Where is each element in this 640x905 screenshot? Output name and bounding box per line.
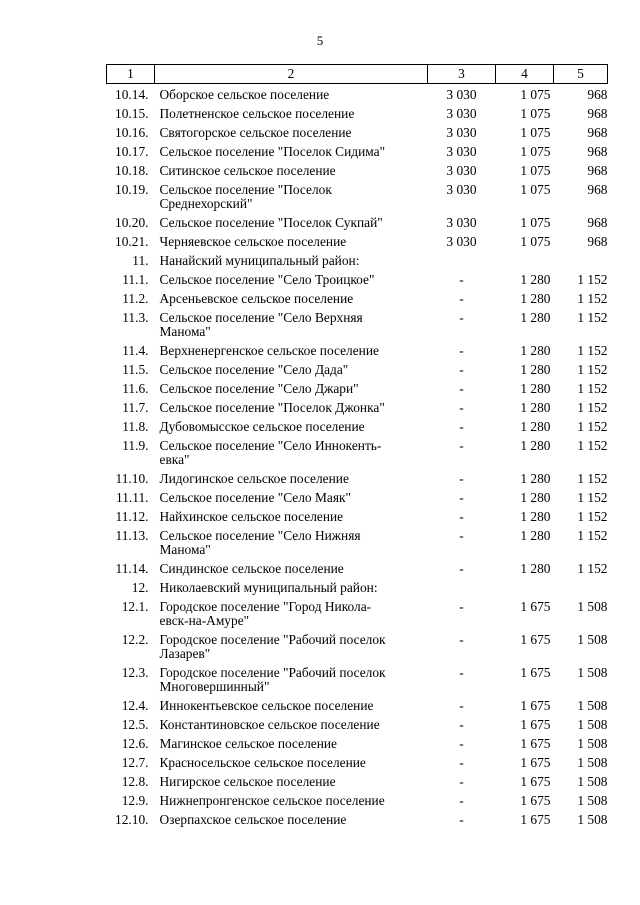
value-col-5: 968 <box>587 163 608 178</box>
header-col-3: 3 <box>428 65 496 84</box>
value-col-5 <box>554 581 608 600</box>
value-col-5: 1 152 <box>577 438 608 453</box>
settlement-name <box>155 600 428 633</box>
settlement-name-line: Городское поселение "Рабочий поселок <box>159 665 386 680</box>
value-col-5: 1 152 <box>577 343 608 358</box>
table-body <box>107 84 608 833</box>
table-row <box>107 183 608 216</box>
value-col-5: 1 152 <box>577 381 608 396</box>
table-row <box>107 292 608 311</box>
settlement-name-line: Городское поселение "Город Никола- <box>159 599 372 614</box>
page-number: 5 <box>316 33 324 48</box>
value-col-5: 1 152 <box>577 272 608 287</box>
row-number: 12.10. <box>115 812 149 827</box>
settlement-name-line: Лазарев" <box>159 646 211 661</box>
value-col-3: - <box>459 717 464 732</box>
row-number: 12.3. <box>121 665 149 680</box>
table-row <box>107 794 608 813</box>
settlement-name-line: Сельское поселение "Поселок <box>159 182 332 197</box>
table-row <box>107 600 608 633</box>
value-col-4: 1 075 <box>520 125 551 140</box>
row-number: 11.7. <box>122 400 149 415</box>
table-row <box>107 581 608 600</box>
settlements-table <box>106 64 608 832</box>
settlement-name <box>155 666 428 699</box>
settlement-name-line: евка" <box>159 452 190 467</box>
value-col-4: 1 675 <box>520 599 551 614</box>
settlement-name-line: Иннокентьевское сельское поселение <box>159 698 374 713</box>
value-col-5: 1 152 <box>577 471 608 486</box>
row-number: 11.11. <box>116 490 149 505</box>
value-col-5: 968 <box>587 234 608 249</box>
settlement-name <box>155 216 428 235</box>
value-col-4: 1 675 <box>520 774 551 789</box>
settlement-name-line: Нигирское сельское поселение <box>159 774 336 789</box>
settlement-name <box>155 344 428 363</box>
value-col-3: - <box>459 438 464 453</box>
row-number: 12.7. <box>121 755 149 770</box>
table-row <box>107 311 608 344</box>
value-col-4: 1 675 <box>520 698 551 713</box>
value-col-4: 1 075 <box>520 87 551 102</box>
value-col-4: 1 280 <box>520 362 551 377</box>
value-col-4: 1 280 <box>520 400 551 415</box>
value-col-3: - <box>459 381 464 396</box>
settlement-name <box>155 235 428 254</box>
value-col-5: 1 508 <box>577 774 608 789</box>
value-col-4: 1 675 <box>520 632 551 647</box>
value-col-3 <box>428 254 496 273</box>
value-col-5: 968 <box>587 144 608 159</box>
value-col-5: 1 152 <box>577 528 608 543</box>
value-col-5: 1 508 <box>577 698 608 713</box>
settlement-name <box>155 401 428 420</box>
value-col-3: - <box>459 561 464 576</box>
value-col-3: 3 030 <box>446 125 477 140</box>
value-col-4: 1 280 <box>520 419 551 434</box>
table-row <box>107 666 608 699</box>
value-col-5: 968 <box>587 182 608 197</box>
value-col-4: 1 280 <box>520 310 551 325</box>
table-row <box>107 813 608 832</box>
header-col-2: 2 <box>155 65 428 84</box>
value-col-3: - <box>459 632 464 647</box>
table-row <box>107 401 608 420</box>
row-number: 12.2. <box>121 632 149 647</box>
row-number: 10.21. <box>115 234 149 249</box>
row-number: 11.2. <box>122 291 149 306</box>
settlement-name-line: Манома" <box>159 542 211 557</box>
settlement-name <box>155 126 428 145</box>
value-col-4: 1 075 <box>520 215 551 230</box>
value-col-3: - <box>459 755 464 770</box>
value-col-4: 1 280 <box>520 381 551 396</box>
value-col-3: - <box>459 599 464 614</box>
settlement-name-line: Городское поселение "Рабочий поселок <box>159 632 386 647</box>
settlement-name <box>155 363 428 382</box>
settlement-name-line: Константиновское сельское поселение <box>159 717 380 732</box>
settlement-name <box>155 254 428 273</box>
settlement-name <box>155 756 428 775</box>
value-col-5: 1 152 <box>577 400 608 415</box>
table-row <box>107 235 608 254</box>
value-col-4: 1 075 <box>520 106 551 121</box>
value-col-5: 968 <box>587 106 608 121</box>
row-number: 12.6. <box>121 736 149 751</box>
value-col-3: - <box>459 812 464 827</box>
value-col-3: - <box>459 528 464 543</box>
value-col-5 <box>554 254 608 273</box>
value-col-3: 3 030 <box>446 182 477 197</box>
settlement-name-line: Сельское поселение "Село Дада" <box>159 362 349 377</box>
settlement-name-line: Сельское поселение "Село Маяк" <box>159 490 351 505</box>
settlement-name-line: Сельское поселение "Поселок Сукпай" <box>159 215 383 230</box>
row-number: 11.13. <box>115 528 149 543</box>
settlement-name <box>155 562 428 581</box>
value-col-4: 1 675 <box>520 665 551 680</box>
table-row <box>107 510 608 529</box>
value-col-5: 1 508 <box>577 793 608 808</box>
value-col-5: 1 508 <box>577 632 608 647</box>
settlement-name <box>155 718 428 737</box>
value-col-5: 968 <box>587 87 608 102</box>
settlement-name <box>155 491 428 510</box>
table-row <box>107 216 608 235</box>
table-row <box>107 126 608 145</box>
settlement-name-line: Арсеньевское сельское поселение <box>159 291 354 306</box>
value-col-5: 1 152 <box>577 509 608 524</box>
table-row <box>107 491 608 510</box>
row-number: 10.15. <box>115 106 149 121</box>
row-number: 12.5. <box>121 717 149 732</box>
settlement-name-line: Черняевское сельское поселение <box>159 234 347 249</box>
table-row <box>107 107 608 126</box>
table-row <box>107 273 608 292</box>
table-row <box>107 145 608 164</box>
value-col-3: 3 030 <box>446 87 477 102</box>
value-col-5: 1 508 <box>577 717 608 732</box>
header-col-4: 4 <box>496 65 554 84</box>
table-row <box>107 363 608 382</box>
settlement-name-line: Сельское поселение "Село Верхняя <box>159 310 363 325</box>
value-col-4: 1 075 <box>520 234 551 249</box>
table-row <box>107 382 608 401</box>
value-col-5: 1 508 <box>577 736 608 751</box>
row-number: 12.4. <box>121 698 149 713</box>
table-row <box>107 718 608 737</box>
value-col-4: 1 675 <box>520 717 551 732</box>
row-number: 10.16. <box>115 125 149 140</box>
settlement-name-line: Верхненергенское сельское поселение <box>159 343 379 358</box>
settlement-name-line: Синдинское сельское поселение <box>159 561 344 576</box>
value-col-3: - <box>459 774 464 789</box>
row-number: 11.9. <box>122 438 149 453</box>
table-row <box>107 775 608 794</box>
value-col-4: 1 280 <box>520 291 551 306</box>
settlement-name-line: евск-на-Амуре" <box>159 613 250 628</box>
value-col-4: 1 675 <box>520 736 551 751</box>
table-row <box>107 633 608 666</box>
value-col-4: 1 075 <box>520 144 551 159</box>
table-row <box>107 254 608 273</box>
value-col-4: 1 675 <box>520 812 551 827</box>
table-row <box>107 164 608 183</box>
value-col-3: 3 030 <box>446 234 477 249</box>
value-col-4: 1 280 <box>520 272 551 287</box>
value-col-5: 968 <box>587 215 608 230</box>
settlement-name <box>155 273 428 292</box>
value-col-4: 1 075 <box>520 163 551 178</box>
settlement-name-line: Сельское поселение "Село Иннокенть- <box>159 438 382 453</box>
value-col-3: - <box>459 471 464 486</box>
settlement-name-line: Красносельское сельское поселение <box>159 755 366 770</box>
settlement-name <box>155 164 428 183</box>
table-row <box>107 737 608 756</box>
value-col-3: - <box>459 665 464 680</box>
settlement-name <box>155 794 428 813</box>
value-col-5: 1 152 <box>577 291 608 306</box>
settlement-name-line: Манома" <box>159 324 211 339</box>
settlement-name <box>155 529 428 562</box>
row-number: 12.1. <box>121 599 149 614</box>
value-col-3 <box>428 581 496 600</box>
settlement-name <box>155 581 428 600</box>
settlement-name-line: Многовершинный" <box>159 679 270 694</box>
settlement-name-line: Сельское поселение "Поселок Джонка" <box>159 400 385 415</box>
settlement-name-line: Николаевский муниципальный район: <box>159 580 378 595</box>
value-col-3: - <box>459 362 464 377</box>
value-col-5: 968 <box>587 125 608 140</box>
table-row <box>107 420 608 439</box>
row-number: 10.14. <box>115 87 149 102</box>
row-number: 10.20. <box>115 215 149 230</box>
value-col-4: 1 280 <box>520 343 551 358</box>
settlement-name <box>155 420 428 439</box>
table-header-row <box>107 65 608 84</box>
header-col-5: 5 <box>554 65 608 84</box>
value-col-4: 1 280 <box>520 561 551 576</box>
value-col-5: 1 152 <box>577 419 608 434</box>
value-col-3: 3 030 <box>446 215 477 230</box>
settlement-name <box>155 633 428 666</box>
value-col-3: - <box>459 272 464 287</box>
settlement-name-line: Оборское сельское поселение <box>159 87 330 102</box>
value-col-5: 1 152 <box>577 561 608 576</box>
row-number: 10.17. <box>115 144 149 159</box>
value-col-5: 1 508 <box>577 599 608 614</box>
value-col-3: - <box>459 793 464 808</box>
table-row <box>107 472 608 491</box>
value-col-4: 1 675 <box>520 755 551 770</box>
value-col-5: 1 508 <box>577 665 608 680</box>
settlement-name-line: Сельское поселение "Поселок Сидима" <box>159 144 386 159</box>
table-row <box>107 562 608 581</box>
row-number: 12.9. <box>121 793 149 808</box>
settlement-name <box>155 107 428 126</box>
settlement-name <box>155 699 428 718</box>
value-col-4: 1 280 <box>520 471 551 486</box>
row-number: 11.5. <box>122 362 149 377</box>
value-col-4: 1 280 <box>520 490 551 505</box>
settlement-name-line: Среднехорский" <box>159 196 253 211</box>
value-col-3: - <box>459 698 464 713</box>
value-col-4: 1 075 <box>520 182 551 197</box>
settlement-name <box>155 510 428 529</box>
settlement-name <box>155 813 428 832</box>
value-col-4: 1 280 <box>520 438 551 453</box>
row-number: 10.18. <box>115 163 149 178</box>
settlement-name <box>155 84 428 108</box>
settlement-name <box>155 472 428 491</box>
settlement-name-line: Ситинское сельское поселение <box>159 163 336 178</box>
table-row <box>107 344 608 363</box>
value-col-5: 1 152 <box>577 362 608 377</box>
settlement-name <box>155 775 428 794</box>
settlement-name-line: Лидогинское сельское поселение <box>159 471 349 486</box>
header-col-1: 1 <box>107 65 155 84</box>
row-number: 11.14. <box>115 561 149 576</box>
settlement-name-line: Озерпахское сельское поселение <box>159 812 347 827</box>
table-row <box>107 439 608 472</box>
value-col-5: 1 508 <box>577 755 608 770</box>
settlement-name-line: Нанайский муниципальный район: <box>159 253 360 268</box>
value-col-3: - <box>459 291 464 306</box>
row-number: 11.1. <box>122 272 149 287</box>
settlement-name-line: Найхинское сельское поселение <box>159 509 344 524</box>
value-col-3: - <box>459 509 464 524</box>
settlement-name <box>155 292 428 311</box>
value-col-4 <box>496 254 554 273</box>
value-col-4: 1 280 <box>520 509 551 524</box>
row-number: 11.6. <box>122 381 149 396</box>
row-number: 11.3. <box>122 310 149 325</box>
value-col-3: 3 030 <box>446 106 477 121</box>
settlement-name-line: Сельское поселение "Село Троицкое" <box>159 272 375 287</box>
settlement-name-line: Магинское сельское поселение <box>159 736 337 751</box>
row-number: 11. <box>132 253 149 268</box>
row-number: 10.19. <box>115 182 149 197</box>
row-number: 12.8. <box>121 774 149 789</box>
settlement-name-line: Сельское поселение "Село Джари" <box>159 381 359 396</box>
value-col-4: 1 280 <box>520 528 551 543</box>
row-number: 11.4. <box>122 343 149 358</box>
value-col-3: - <box>459 310 464 325</box>
row-number: 11.10. <box>115 471 149 486</box>
table-row <box>107 756 608 775</box>
value-col-5: 1 508 <box>577 812 608 827</box>
settlement-name <box>155 382 428 401</box>
value-col-4 <box>496 581 554 600</box>
settlement-name <box>155 145 428 164</box>
value-col-3: - <box>459 736 464 751</box>
value-col-3: - <box>459 419 464 434</box>
value-col-3: - <box>459 490 464 505</box>
settlement-name-line: Сельское поселение "Село Нижняя <box>159 528 361 543</box>
value-col-5: 1 152 <box>577 310 608 325</box>
row-number: 11.8. <box>122 419 149 434</box>
settlement-name <box>155 439 428 472</box>
table-row <box>107 84 608 108</box>
value-col-4: 1 675 <box>520 793 551 808</box>
settlement-name-line: Полетненское сельское поселение <box>159 106 355 121</box>
value-col-3: - <box>459 400 464 415</box>
value-col-3: - <box>459 343 464 358</box>
table-row <box>107 699 608 718</box>
value-col-3: 3 030 <box>446 163 477 178</box>
settlement-name <box>155 311 428 344</box>
row-number: 12. <box>131 580 149 595</box>
settlement-name <box>155 183 428 216</box>
value-col-3: 3 030 <box>446 144 477 159</box>
settlement-name-line: Дубовомысское сельское поселение <box>159 419 365 434</box>
value-col-5: 1 152 <box>577 490 608 505</box>
settlement-name-line: Святогорское сельское поселение <box>159 125 352 140</box>
row-number: 11.12. <box>115 509 149 524</box>
settlement-name <box>155 737 428 756</box>
table-row <box>107 529 608 562</box>
settlement-name-line: Нижнепронгенское сельское поселение <box>159 793 385 808</box>
